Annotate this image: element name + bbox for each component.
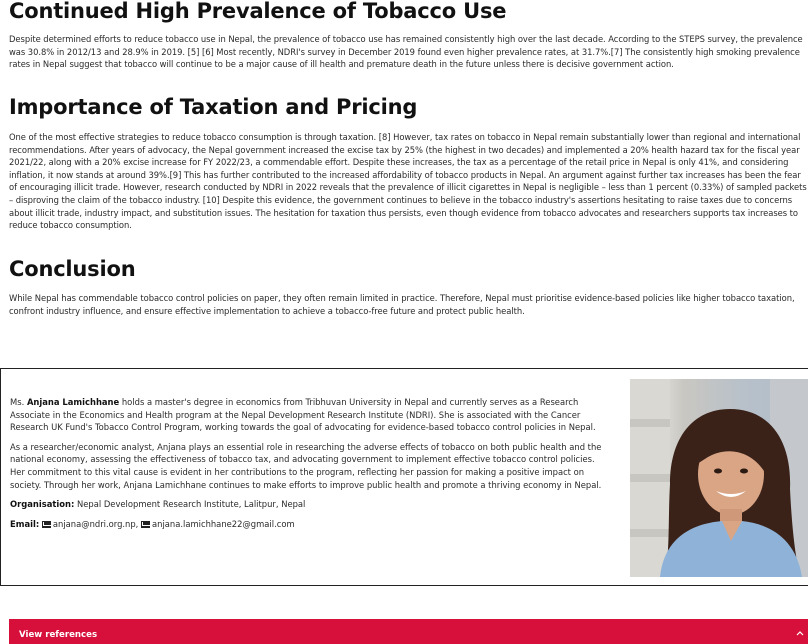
- author-bio-box: [0, 368, 808, 586]
- organisation-label: Organisation:: [10, 499, 75, 510]
- chevron-up-icon: [796, 629, 804, 637]
- author-bio-paragraph-1: [10, 396, 610, 434]
- section-title-conclusion: Conclusion: [9, 257, 136, 281]
- section-title-prevalence: Continued High Prevalence of Tobacco Use: [9, 0, 507, 23]
- author-photo: [630, 379, 808, 577]
- email-label: Email:: [10, 518, 40, 529]
- author-email: [10, 518, 610, 531]
- view-references-toggle[interactable]: [9, 619, 808, 644]
- section-paragraph-prevalence: Despite determined efforts to reduce tobacco use in Nepal, the prevalence of tobacco use has remained consistently high over the last decade. According to the STEPS survey, the prevalence was 30.8% in 2012/13 and 28.9% in 2019. [5] [6] Most recently, NDRI's survey in December 2019 found even higher prevalence rates, at 31.7%.[7] The consistently high smoking prevalence rates in Nepal suggest that tobacco will continue to be a major cause of ill health and premature death in the future unless there is decisive government action.: [9, 34, 803, 70]
- author-portrait-svg: [630, 379, 808, 577]
- author-prefix: Ms.: [10, 397, 25, 407]
- section-title-taxation: Importance of Taxation and Pricing: [9, 95, 418, 119]
- email-link-1[interactable]: anjana@ndri.org.np,: [52, 518, 139, 529]
- author-name: Anjana Lamichhane: [26, 397, 120, 407]
- section-paragraph-conclusion: While Nepal has commendable tobacco control policies on paper, they often remain limited in practice. Therefore, Nepal must prioritise evidence-based policies like higher tobacco taxation, confront industry influence, and ensure effective implementation to achieve a tobacco-free future and protect public health.: [9, 293, 795, 316]
- author-bio-text: [10, 396, 610, 537]
- author-bio-1: holds a master's degree in economics from Tribhuvan University in Nepal and currently serves as a Research Associate in the Economics and Health program at the Nepal Development Research Institute (NDRI). She is associated with the Cancer Research UK Fund's Tobacco Control Program, working towards the goal of advocating for evidence-based tobacco control policies in Nepal.: [10, 397, 596, 433]
- author-organisation: [10, 498, 610, 511]
- email-link-2[interactable]: anjana.lamichhane22@gmail.com: [152, 518, 295, 529]
- view-references-label: View references: [19, 630, 98, 640]
- mail-icon: [141, 521, 150, 528]
- author-bio-paragraph-2: As a researcher/economic analyst, Anjana plays an essential role in researching the adverse effects of tobacco on both public health and the national economy, assessing the effectiveness of tobacco tax, and advocating government to implement effective tobacco control policies. Her commitment to this vital cause is evident in her contributions to the program, reflecting her passion for making a positive impact on society. Through her work, Anjana Lamichhane continues to make efforts to improve public health and promote a thriving economy in Nepal.: [10, 441, 602, 490]
- mail-icon: [42, 521, 51, 528]
- section-paragraph-taxation: One of the most effective strategies to reduce tobacco consumption is through taxation. [8] However, tax rates on tobacco in Nepal remain substantially lower than regional and international recommendations. After years of advocacy, the Nepal government increased the excise tax by 25% (the highest in two decades) and implemented a 20% health hazard tax for the fiscal year 2021/22, along with a 20% excise increase for FY 2022/23, a commendable effort. Despite these increases, the tax as a percentage of the retail price in Nepal is only 41%, and considering inflation, it now stands at around 39%.[9] This has further contributed to the increased affordability of tobacco products in Nepal. An argument against further tax increases has been the fear of encouraging illicit trade. However, research conducted by NDRI in 2022 reveals that the prevalence of illicit cigarettes in Nepal is negligible – less than 1 percent (0.33%) of sampled packets – disproving the claim of the tobacco industry. [10] Despite this evidence, the government continues to believe in the tobacco industry's assertions hesitating to raise taxes due to concerns about illicit trade, industry impact, and substitution issues. The hesitation for taxation thus persists, even though evidence from tobacco advocates and researchers supports tax increases to reduce tobacco consumption.: [9, 132, 807, 231]
- organisation-value: Nepal Development Research Institute, Lalitpur, Nepal: [76, 499, 306, 510]
